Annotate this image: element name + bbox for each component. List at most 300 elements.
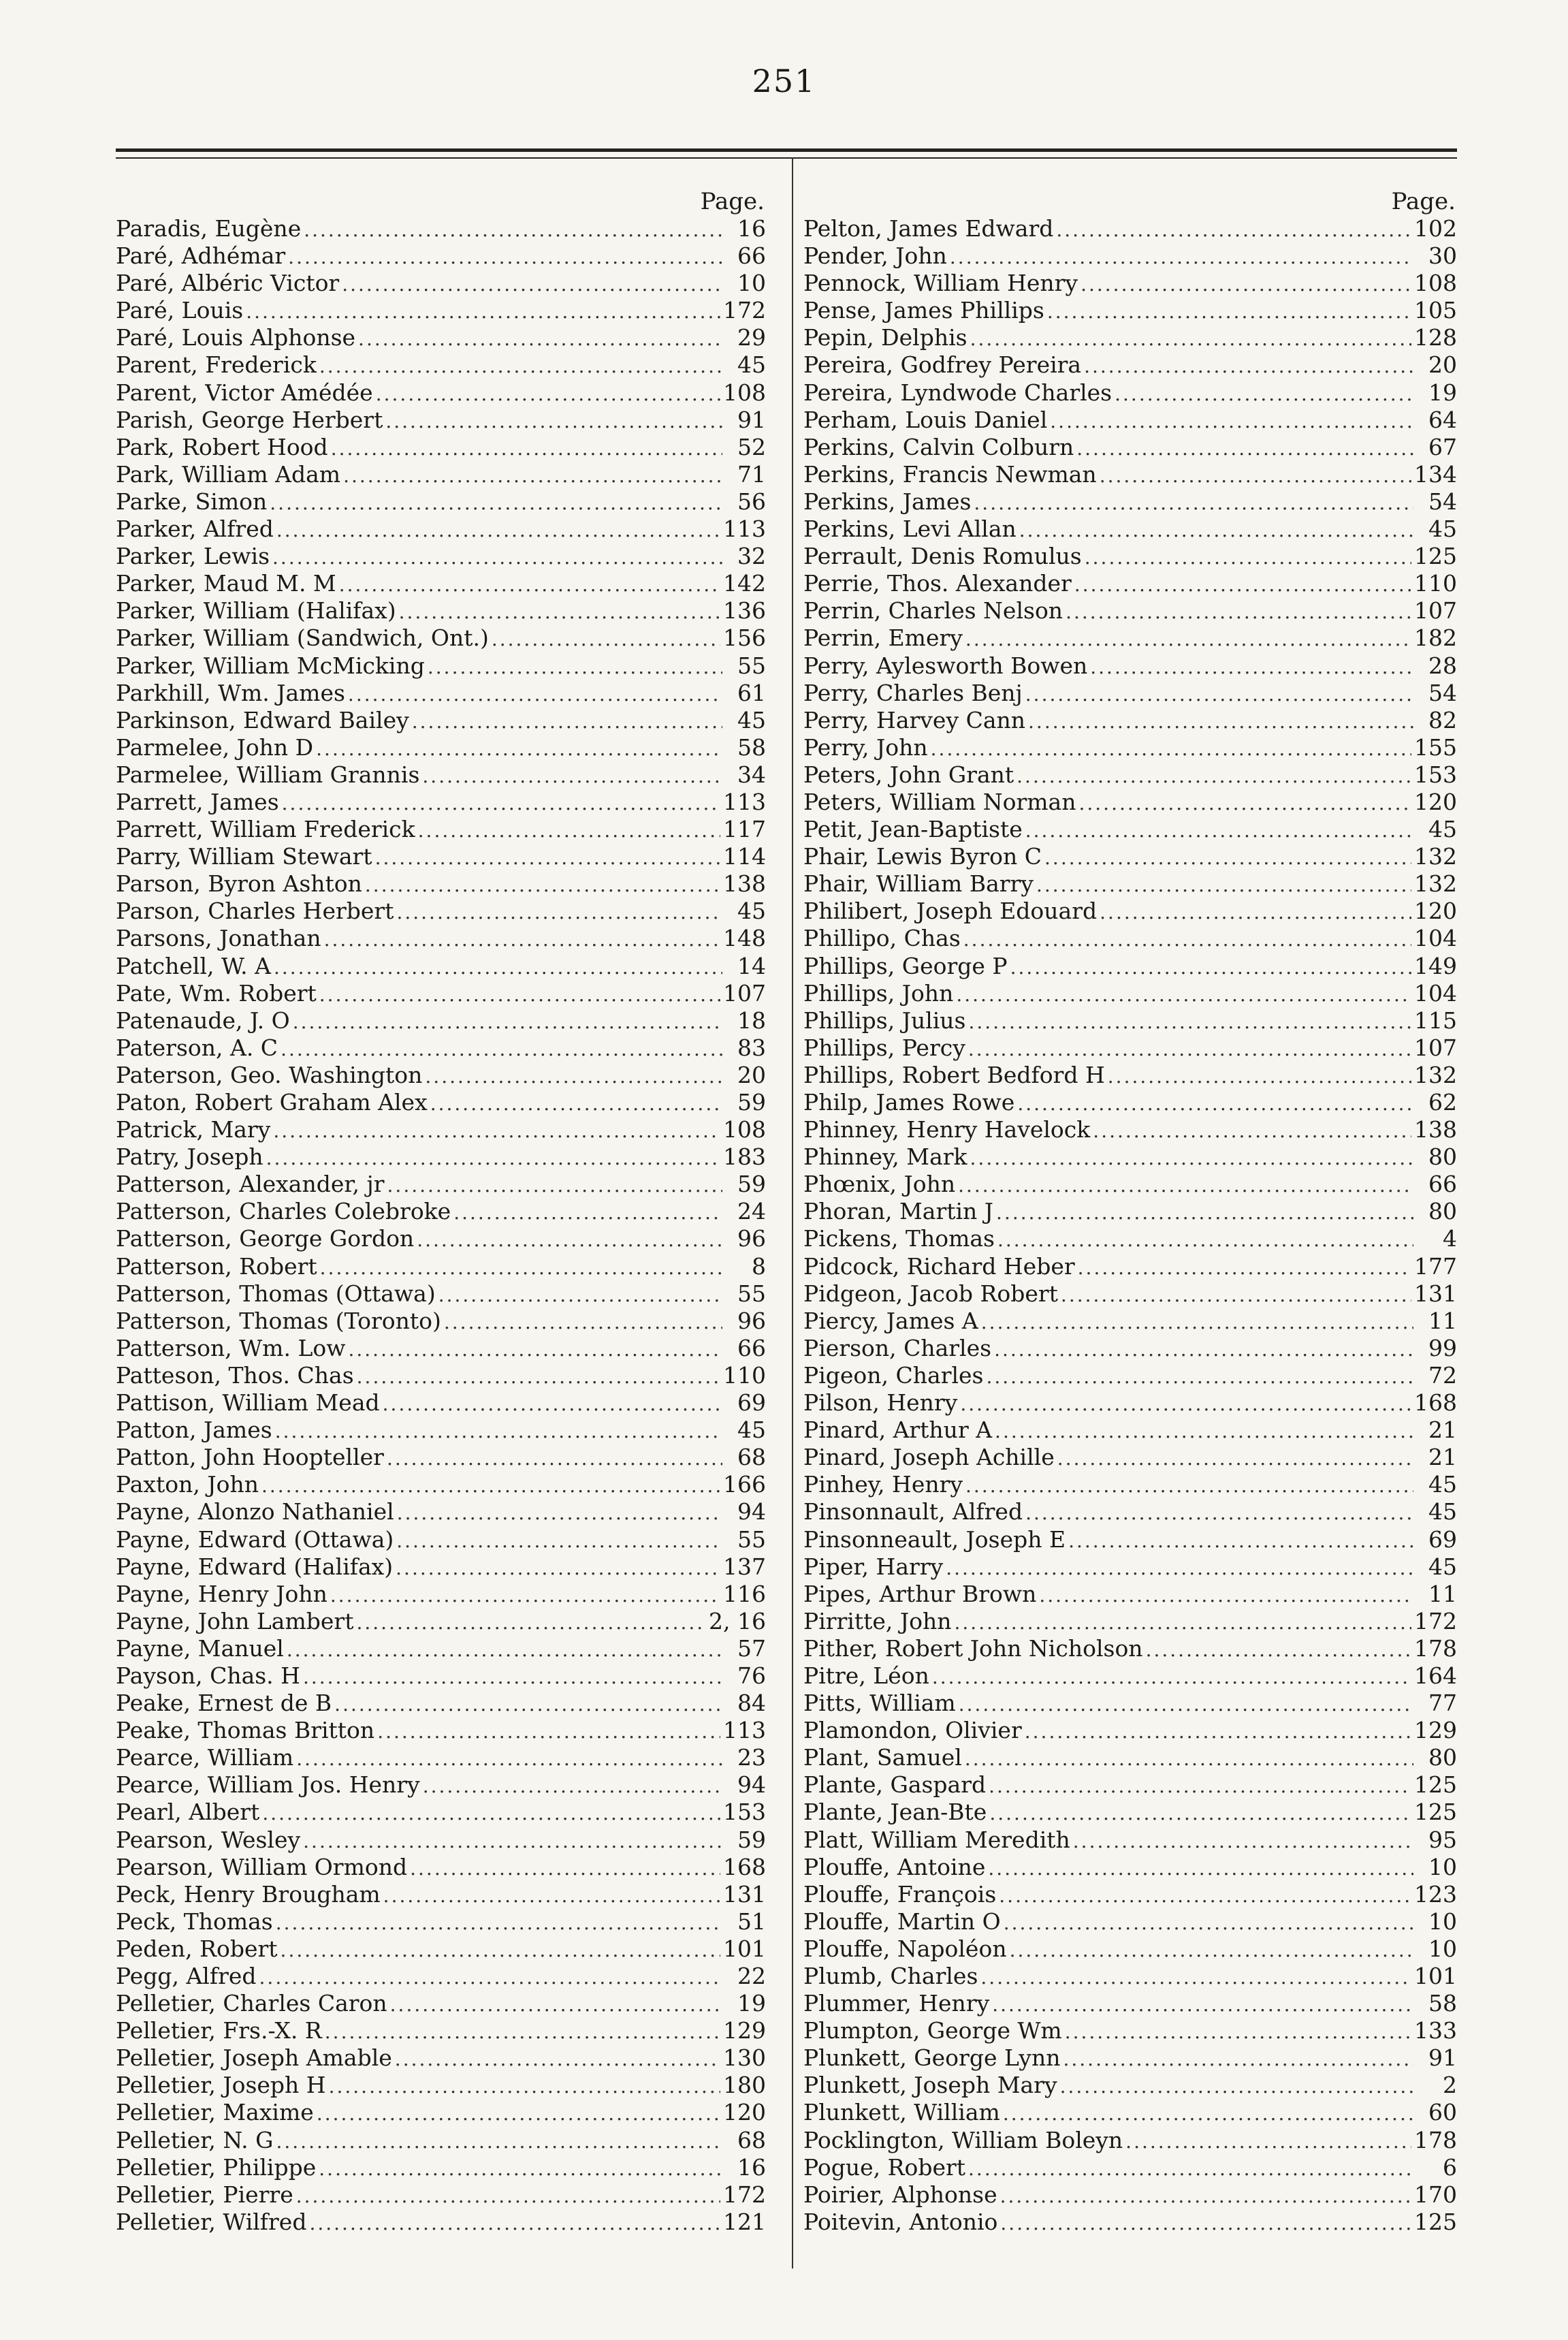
entry-page-number: 45 [1428,516,1457,543]
entry-name: Pocklington, William Boleyn [803,2126,1123,2153]
leader-dots [281,1036,722,1063]
entry-page-number: 183 [723,1143,766,1171]
leader-dots [246,298,720,326]
page-column-heading: Page. [700,188,765,215]
leader-dots [946,1555,1413,1582]
leader-dots [492,626,720,653]
index-entry [803,407,1457,434]
entry-name: Pearson, William Ormond [116,1853,408,1880]
index-entry [803,516,1457,543]
entry-page-number: 94 [737,1771,766,1799]
entry-name: Phinney, Mark [803,1143,967,1171]
index-entry [803,488,1457,516]
leader-dots [1004,1910,1413,1937]
entry-name: Phillips, George P [803,952,1008,979]
index-entry [803,1444,1457,1471]
leader-dots [395,2046,720,2073]
entry-page-number: 59 [737,1826,766,1853]
leader-dots [1063,2046,1413,2073]
index-entry [116,1771,766,1799]
leader-dots [1085,544,1411,571]
leader-dots [296,2183,720,2210]
entry-page-number: 168 [723,1853,766,1880]
page-number: 251 [752,63,816,99]
entry-name: Plant, Samuel [803,1744,962,1771]
entry-page-number: 10 [1428,1908,1457,1935]
entry-page-number: 21 [1428,1444,1457,1471]
entry-page-number: 67 [1428,433,1457,460]
entry-name: Parson, Byron Ashton [116,870,362,898]
entry-page-number: 28 [1428,652,1457,679]
leader-dots [1025,1718,1411,1745]
entry-page-number: 107 [1414,1034,1457,1061]
entry-name: Payne, Edward (Ottawa) [116,1525,394,1553]
entry-name: Peck, Henry Brougham [116,1880,381,1908]
entry-name: Pinard, Arthur A [803,1417,993,1444]
index-entry [116,379,766,407]
entry-name: Plouffe, Martin O [803,1908,1001,1935]
entry-name: Parish, George Herbert [116,406,383,433]
entry-name: Perry, Charles Benj [803,679,1023,706]
leader-dots [1017,1090,1413,1118]
entry-page-number: 76 [737,1662,766,1689]
column-divider [792,157,793,2268]
entry-name: Pirritte, John [803,1607,952,1634]
entry-name: Pate, Wm. Robert [116,979,317,1007]
entry-name: Pinsonnault, Alfred [803,1498,1023,1525]
entry-page-number: 104 [1414,925,1457,952]
entry-name: Peake, Thomas Britton [116,1717,375,1744]
index-entry [116,1198,766,1225]
entry-page-number: 4 [1443,1225,1457,1252]
entry-name: Park, Robert Hood [116,433,328,460]
index-entry [116,925,766,952]
entry-page-number: 91 [1428,2044,1457,2072]
entry-name: Perkins, Francis Newman [803,460,1097,488]
entry-name: Perrault, Denis Romulus [803,543,1082,570]
entry-name: Plouffe, François [803,1880,997,1908]
leader-dots [1028,708,1413,736]
entry-name: Pelletier, N. G [116,2126,274,2153]
index-entry [116,1253,766,1280]
index-entry [803,1498,1457,1525]
entry-name: Pegg, Alfred [116,1963,257,1989]
index-entry [803,1089,1457,1116]
entry-page-number: 172 [1414,1607,1457,1634]
entry-page-number: 125 [1414,2208,1457,2235]
index-entry [116,816,766,843]
entry-page-number: 101 [1414,1963,1457,1989]
leader-dots [430,1090,722,1118]
entry-page-number: 45 [737,898,766,925]
leader-dots [377,1718,720,1745]
entry-name: Patchell, W. A [116,952,271,979]
leader-dots [417,1227,722,1254]
index-entry [116,1662,766,1690]
index-entry [116,624,766,652]
leader-dots [329,2073,720,2100]
index-entry [803,1034,1457,1062]
entry-page-number: 16 [737,2153,766,2181]
index-entry [116,2044,766,2072]
entry-page-number: 6 [1443,2153,1457,2181]
entry-page-number: 55 [737,1525,766,1553]
index-entry [803,1225,1457,1252]
leader-dots [331,435,722,462]
entry-page-number: 45 [737,1417,766,1444]
leader-dots [375,844,720,872]
index-entry [116,1581,766,1608]
leader-dots [325,2019,720,2046]
entry-name: Phillips, Percy [803,1034,965,1061]
entry-name: Patton, John Hoopteller [116,1444,384,1471]
entry-page-number: 113 [723,1717,766,1744]
entry-name: Pickens, Thomas [803,1225,995,1252]
index-entry [803,898,1457,925]
entry-name: Pearce, William [116,1744,294,1771]
entry-page-number: 51 [737,1908,766,1935]
leader-dots [970,1145,1413,1172]
entry-page-number: 20 [1428,351,1457,379]
entry-page-number: 172 [723,297,766,324]
leader-dots [1010,954,1411,981]
index-entry [116,1062,766,1089]
leader-dots [320,1254,722,1282]
index-entry [116,597,766,624]
entry-page-number: 132 [1414,1061,1457,1088]
entry-page-number: 132 [1414,843,1457,870]
entry-name: Parent, Victor Amédée [116,379,373,406]
entry-name: Pigeon, Charles [803,1361,984,1389]
index-entry [116,870,766,898]
entry-name: Philibert, Joseph Edouard [803,898,1098,925]
index-entry [116,1444,766,1471]
leader-dots [1068,1528,1413,1555]
entry-page-number: 164 [1414,1662,1457,1689]
leader-dots [959,1691,1413,1718]
entry-page-number: 117 [723,816,766,843]
entry-page-number: 178 [1414,2126,1457,2153]
entry-name: Pinhey, Henry [803,1471,963,1498]
leader-dots [1084,353,1413,380]
entry-name: Perry, Aylesworth Bowen [803,652,1088,679]
index-entry [803,1744,1457,1771]
entry-page-number: 55 [737,1280,766,1307]
index-entry [116,488,766,516]
index-entry [116,242,766,270]
entry-name: Pennock, William Henry [803,270,1078,297]
index-entry [116,570,766,597]
entry-page-number: 104 [1414,979,1457,1007]
entry-name: Patterson, Thomas (Toronto) [116,1307,441,1334]
leader-dots [1125,2128,1411,2155]
leader-dots [274,954,722,981]
leader-dots [992,1991,1413,2019]
leader-dots [365,872,720,899]
entry-name: Patton, James [116,1417,272,1444]
index-entry [803,543,1457,570]
entry-page-number: 60 [1428,2099,1457,2126]
index-entry [803,843,1457,870]
index-entry [803,816,1457,843]
entry-name: Paterson, A. C [116,1034,278,1061]
leader-dots [303,1664,722,1691]
leader-dots [1025,1500,1413,1527]
entry-page-number: 125 [1414,543,1457,570]
index-column-left [116,188,766,2236]
leader-dots [1057,1445,1413,1472]
index-entry [116,2181,766,2209]
index-entry [803,1007,1457,1034]
entry-page-number: 80 [1428,1744,1457,1771]
index-entry [116,2072,766,2099]
leader-dots [396,1555,720,1582]
entry-page-number: 114 [723,843,766,870]
entry-page-number: 172 [723,2181,766,2208]
index-entry [116,1089,766,1116]
leader-dots [438,1282,722,1309]
entry-page-number: 66 [737,242,766,270]
entry-name: Philp, James Rowe [803,1089,1015,1116]
index-entry [803,2181,1457,2209]
index-entry [116,1608,766,1635]
entry-name: Parker, Alfred [116,516,274,543]
entry-name: Pelletier, Maxime [116,2099,314,2126]
index-entry [803,925,1457,952]
index-entry [116,1116,766,1143]
leader-dots [273,1118,720,1145]
entry-page-number: 10 [1428,1935,1457,1962]
index-entry [116,1225,766,1252]
entry-name: Pelletier, Pierre [116,2181,293,2208]
entry-page-number: 134 [1414,460,1457,488]
index-entry [803,734,1457,761]
leader-dots [383,1882,720,1910]
entry-name: Phillips, Robert Bedford H [803,1061,1105,1088]
index-entry [803,1635,1457,1662]
index-entry [116,1963,766,1990]
entry-name: Pelton, James Edward [803,215,1054,242]
entry-page-number: 182 [1414,624,1457,652]
index-entry [116,1990,766,2017]
entry-page-number: 8 [752,1252,766,1280]
entry-name: Paré, Albéric Victor [116,270,340,297]
entry-page-number: 80 [1428,1198,1457,1225]
entry-name: Paré, Louis [116,297,244,324]
entry-page-number: 95 [1428,1826,1457,1853]
index-entry [803,707,1457,734]
entry-page-number: 14 [737,952,766,979]
index-entry [116,516,766,543]
index-entry [116,1854,766,1881]
index-entry [116,1280,766,1308]
leader-dots [270,490,722,517]
index-entry [803,1389,1457,1417]
entry-name: Parke, Simon [116,488,268,515]
entry-name: Pelletier, Joseph H [116,2072,326,2099]
index-entry [116,980,766,1007]
leader-dots [931,736,1411,763]
entry-name: Pinard, Joseph Achille [803,1444,1055,1471]
leader-dots [956,981,1411,1009]
entry-name: Perkins, Levi Allan [803,516,1017,543]
entry-name: Payson, Chas. H [116,1662,300,1689]
entry-name: Phair, Lewis Byron C [803,843,1042,870]
entry-page-number: 80 [1428,1143,1457,1171]
index-entry [116,297,766,324]
leader-dots [453,1199,722,1227]
entry-page-number: 105 [1414,297,1457,324]
index-entry [116,1526,766,1553]
entry-name: Parkinson, Edward Bailey [116,706,409,733]
leader-dots [995,1418,1413,1445]
leader-dots [304,217,722,244]
entry-name: Plunkett, George Lynn [803,2044,1061,2072]
index-entry [803,2017,1457,2044]
entry-name: Perkins, James [803,488,972,515]
entry-page-number: 59 [737,1171,766,1198]
entry-name: Plamondon, Olivier [803,1717,1022,1744]
leader-dots [418,817,720,844]
index-entry [803,1881,1457,1908]
entry-page-number: 128 [1414,324,1457,351]
entry-page-number: 61 [737,679,766,706]
index-entry [803,1990,1457,2017]
index-entry [803,680,1457,707]
entry-page-number: 29 [737,324,766,351]
index-entry [116,680,766,707]
leader-dots [309,2210,720,2237]
entry-name: Paradis, Eugène [116,215,302,242]
leader-dots [423,1773,722,1800]
index-entry [116,1417,766,1444]
entry-page-number: 125 [1414,1799,1457,1826]
leader-dots [259,1964,722,1991]
entry-name: Perry, Harvey Cann [803,706,1026,733]
index-entry [803,570,1457,597]
entry-page-number: 34 [737,761,766,788]
index-entry [116,270,766,297]
index-entry [803,1280,1457,1308]
entry-name: Platt, William Meredith [803,1826,1070,1853]
leader-dots [981,1309,1413,1336]
entry-page-number: 102 [1414,215,1457,242]
entry-page-number: 108 [723,1116,766,1143]
entry-name: Plante, Jean-Bte [803,1799,987,1826]
index-entry [803,980,1457,1007]
entry-page-number: 69 [1428,1525,1457,1553]
entry-name: Paton, Robert Graham Alex [116,1089,428,1116]
entry-name: Plumpton, George Wm [803,2017,1062,2044]
index-entry [803,1253,1457,1280]
entry-name: Parkhill, Wm. James [116,679,345,706]
leader-dots [1065,2019,1411,2046]
entry-name: Perrie, Thos. Alexander [803,570,1072,597]
entry-page-number: 16 [737,215,766,242]
index-entry [803,1362,1457,1389]
leader-dots [444,1309,722,1336]
entry-name: Peake, Ernest de B [116,1690,332,1717]
entry-name: Parrett, James [116,788,279,815]
entry-page-number: 137 [723,1553,766,1580]
index-entry [803,953,1457,980]
page-column-heading: Page. [1391,188,1456,215]
entry-page-number: 55 [737,652,766,679]
leader-dots [1025,817,1413,844]
entry-page-number: 133 [1414,2017,1457,2044]
header-rule-thick [116,148,1457,152]
entry-page-number: 83 [737,1034,766,1061]
entry-name: Park, William Adam [116,460,341,488]
entry-name: Plunkett, Joseph Mary [803,2072,1057,2099]
index-entry [116,351,766,379]
index-entry [803,1581,1457,1608]
entry-name: Parker, William (Sandwich, Ont.) [116,624,489,652]
leader-dots [319,981,720,1009]
leader-dots [1081,271,1411,298]
entry-name: Parry, William Stewart [116,843,372,870]
entry-name: Phœnix, John [803,1171,956,1198]
leader-dots [1025,681,1413,708]
entry-page-number: 45 [737,351,766,379]
leader-dots [1115,381,1413,408]
entry-page-number: 62 [1428,1089,1457,1116]
entry-page-number: 11 [1428,1580,1457,1607]
entry-page-number: 52 [737,433,766,460]
index-entry [803,870,1457,898]
entry-name: Perkins, Calvin Colburn [803,433,1074,460]
entry-name: Plante, Gaspard [803,1771,987,1799]
index-entry [116,407,766,434]
index-entry [803,597,1457,624]
entry-name: Pilson, Henry [803,1389,958,1417]
leader-dots [387,1445,722,1472]
entry-name: Parmelee, John D [116,733,314,761]
entry-name: Pelletier, Charles Caron [116,1990,387,2017]
index-entry [116,324,766,351]
entry-page-number: 166 [723,1471,766,1498]
index-entry [116,1007,766,1034]
leader-dots [293,1009,722,1036]
entry-name: Pereira, Lyndwode Charles [803,379,1113,406]
index-entry [803,1553,1457,1581]
entry-page-number: 142 [723,570,766,597]
index-entry [803,1608,1457,1635]
index-entry [803,1417,1457,1444]
entry-page-number: 180 [723,2072,766,2099]
entry-page-number: 23 [737,1744,766,1771]
leader-dots [994,1336,1413,1363]
leader-dots [425,1063,722,1090]
entry-page-number: 110 [723,1361,766,1389]
entry-name: Parent, Frederick [116,351,317,379]
index-entry [116,789,766,816]
leader-dots [1050,408,1413,435]
entry-name: Pattison, William Mead [116,1389,380,1417]
entry-page-number: 96 [737,1225,766,1252]
index-entry [116,898,766,925]
index-column-right [803,188,1457,2236]
index-entry [116,1827,766,1854]
index-entry [803,1335,1457,1362]
index-entry [116,1908,766,1935]
index-entry [803,2154,1457,2181]
leader-dots [1060,2073,1413,2100]
index-entry [803,461,1457,488]
entry-page-number: 156 [723,624,766,652]
entry-page-number: 2 [1443,2072,1457,2099]
index-entry [116,215,766,242]
